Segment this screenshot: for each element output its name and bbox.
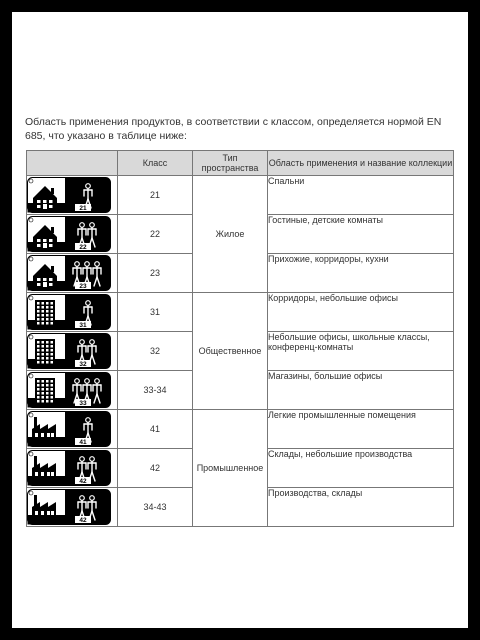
table-row xyxy=(27,293,454,332)
house-class-icon xyxy=(27,177,111,213)
office-class-icon xyxy=(27,294,111,330)
pictogram-cell xyxy=(27,332,118,371)
class-cell: 34-43 xyxy=(118,488,193,527)
document-page xyxy=(12,12,468,628)
space-type-cell: Общественное xyxy=(193,293,268,410)
pictogram-cell xyxy=(27,215,118,254)
area-cell: Гостиные, детские комнаты xyxy=(268,215,454,254)
table-row xyxy=(27,176,454,215)
area-cell: Легкие промышленные помещения xyxy=(268,410,454,449)
class-badge-label: 22 xyxy=(79,243,87,251)
factory-class-icon xyxy=(27,450,111,486)
pictogram-cell xyxy=(27,488,118,527)
class-cell: 31 xyxy=(118,293,193,332)
usage-classes-table xyxy=(26,150,454,527)
pictogram-cell xyxy=(27,254,118,293)
area-cell: Магазины, большие офисы xyxy=(268,371,454,410)
class-cell: 41 xyxy=(118,410,193,449)
table-header-row xyxy=(27,151,454,176)
area-cell: Прихожие, корридоры, кухни xyxy=(268,254,454,293)
table-row xyxy=(27,410,454,449)
office-class-icon xyxy=(27,333,111,369)
class-badge-label: 42 xyxy=(79,477,87,485)
class-badge-label: 32 xyxy=(79,360,87,368)
house-class-icon xyxy=(27,216,111,252)
area-cell: Спальни xyxy=(268,176,454,215)
space-type-cell: Жилое xyxy=(193,176,268,293)
house-class-icon xyxy=(27,255,111,291)
pictogram-cell xyxy=(27,449,118,488)
header-pictogram xyxy=(27,151,118,176)
pictogram-cell xyxy=(27,410,118,449)
class-badge-label: 41 xyxy=(79,438,87,446)
header-class: Класс xyxy=(118,151,193,176)
space-type-cell: Промышленное xyxy=(193,410,268,527)
class-badge-label: 21 xyxy=(79,204,87,212)
factory-class-icon xyxy=(27,411,111,447)
class-cell: 23 xyxy=(118,254,193,293)
class-badge-label: 23 xyxy=(79,282,87,290)
pictogram-cell xyxy=(27,176,118,215)
pictogram-cell xyxy=(27,371,118,410)
class-badge-label: 42 xyxy=(79,516,87,524)
class-badge-label: 33 xyxy=(79,399,87,407)
intro-paragraph: Область применения продуктов, в соответствии с классом, определяется нормой EN 685, что указано в таблице ниже: xyxy=(25,115,442,142)
area-cell: Корридоры, небольшие офисы xyxy=(268,293,454,332)
class-cell: 33-34 xyxy=(118,371,193,410)
class-cell: 21 xyxy=(118,176,193,215)
class-cell: 42 xyxy=(118,449,193,488)
class-cell: 22 xyxy=(118,215,193,254)
area-cell: Склады, небольшие производства xyxy=(268,449,454,488)
class-badge-label: 31 xyxy=(79,321,87,329)
office-class-icon xyxy=(27,372,111,408)
area-cell: Небольшие офисы, школьные классы, конференц-комнаты xyxy=(268,332,454,371)
header-space-type: Тип пространства xyxy=(193,151,268,176)
pictogram-cell xyxy=(27,293,118,332)
factory-class-icon xyxy=(27,489,111,525)
area-cell: Производства, склады xyxy=(268,488,454,527)
class-cell: 32 xyxy=(118,332,193,371)
header-area: Область применения и название коллекции xyxy=(268,151,454,176)
